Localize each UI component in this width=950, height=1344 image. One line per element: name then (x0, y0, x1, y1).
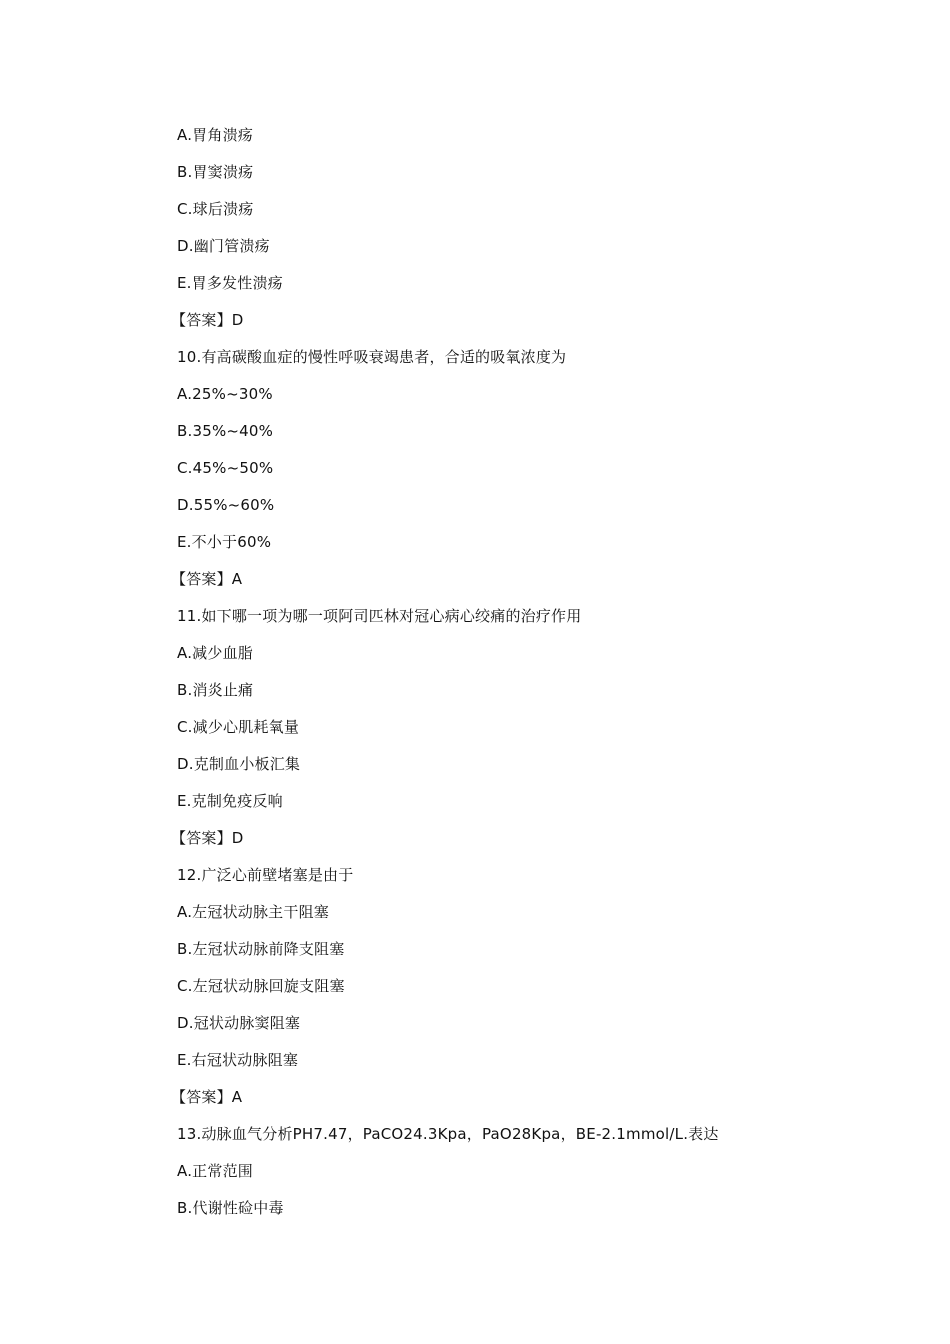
option-line: C.减少心肌耗氧量 (177, 718, 300, 736)
option-line: C.球后溃疡 (177, 200, 254, 218)
option-line: D.冠状动脉窦阻塞 (177, 1014, 301, 1032)
option-line: E.右冠状动脉阻塞 (177, 1051, 299, 1069)
option-line: B.左冠状动脉前降支阻塞 (177, 940, 345, 958)
question-line: 13.动脉血气分析PH7.47，PaCO24.3Kpa，PaO28Kpa，BE-2.1mmol/L.表达 (177, 1125, 719, 1143)
option-line: A.减少血脂 (177, 644, 253, 662)
document-content (171, 122, 817, 1232)
answer-line: 【答案】D (171, 311, 244, 329)
option-line: A.25%~30% (177, 385, 273, 403)
option-line: E.胃多发性溃疡 (177, 274, 283, 292)
question-line: 11.如下哪一项为哪一项阿司匹林对冠心病心绞痛的治疗作用 (177, 607, 582, 625)
option-line: E.克制免疫反响 (177, 792, 283, 810)
option-line: A.正常范围 (177, 1162, 253, 1180)
option-line: B.消炎止痛 (177, 681, 254, 699)
answer-line: 【答案】A (171, 1088, 243, 1106)
question-line: 10.有高碳酸血症的慢性呼吸衰竭患者，合适的吸氧浓度为 (177, 348, 567, 366)
option-line: C.45%~50% (177, 459, 274, 477)
option-line: D.55%~60% (177, 496, 275, 514)
answer-line: 【答案】A (171, 570, 243, 588)
option-line: A.胃角溃疡 (177, 126, 253, 144)
option-line: B.代谢性硷中毒 (177, 1199, 284, 1217)
option-line: B.胃窦溃疡 (177, 163, 254, 181)
option-line: A.左冠状动脉主干阻塞 (177, 903, 329, 921)
option-line: D.幽门管溃疡 (177, 237, 270, 255)
option-line: B.35%~40% (177, 422, 274, 440)
question-line: 12.广泛心前壁堵塞是由于 (177, 866, 354, 884)
option-line: C.左冠状动脉回旋支阻塞 (177, 977, 345, 995)
option-line: E.不小于60% (177, 533, 272, 551)
option-line: D.克制血小板汇集 (177, 755, 301, 773)
answer-line: 【答案】D (171, 829, 244, 847)
